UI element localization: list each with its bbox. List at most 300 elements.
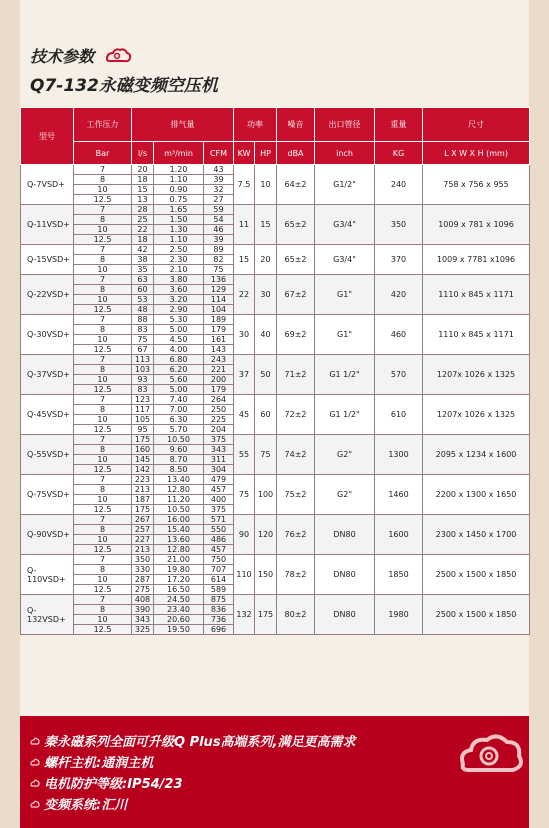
col-flow: 排气量 (132, 108, 234, 142)
cell-bar: 10 (74, 535, 132, 545)
cell-cfm: 54 (204, 215, 234, 225)
cell-model: Q-37VSD+ (21, 355, 74, 395)
cell-model: Q-22VSD+ (21, 275, 74, 315)
feature-text: 螺杆主机:通润主机 (44, 756, 154, 771)
cell-m3min: 17.20 (154, 575, 204, 585)
title-row (30, 44, 218, 67)
feature-list (30, 730, 356, 814)
cell-m3min: 10.50 (154, 435, 204, 445)
cell-m3min: 1.30 (154, 225, 204, 235)
cell-inch: DN80 (315, 515, 375, 555)
table-row (21, 275, 530, 285)
cell-dims: 2095 x 1234 x 1600 (423, 435, 530, 475)
cell-kw: 7.5 (234, 165, 255, 205)
cell-m3min: 2.10 (154, 265, 204, 275)
cell-m3min: 3.80 (154, 275, 204, 285)
cell-bar: 7 (74, 595, 132, 605)
col-noise: 噪音 (277, 108, 315, 142)
cell-bar: 7 (74, 165, 132, 175)
cell-bar: 10 (74, 335, 132, 345)
cell-dba: 67±2 (277, 275, 315, 315)
table-row (21, 475, 530, 485)
cell-m3min: 19.50 (154, 625, 204, 635)
cell-kg: 610 (375, 395, 423, 435)
cell-cfm: 143 (204, 345, 234, 355)
cell-ls: 83 (132, 385, 154, 395)
cell-hp: 100 (255, 475, 277, 515)
cell-bar: 8 (74, 405, 132, 415)
cell-bar: 7 (74, 475, 132, 485)
cell-model: Q-90VSD+ (21, 515, 74, 555)
cell-dba: 65±2 (277, 205, 315, 245)
cell-ls: 113 (132, 355, 154, 365)
cell-ls: 145 (132, 455, 154, 465)
cell-cfm: 179 (204, 385, 234, 395)
cell-m3min: 4.00 (154, 345, 204, 355)
cell-kg: 420 (375, 275, 423, 315)
cell-dba: 72±2 (277, 395, 315, 435)
cell-ls: 330 (132, 565, 154, 575)
cell-ls: 75 (132, 335, 154, 345)
cell-m3min: 1.10 (154, 235, 204, 245)
cell-ls: 267 (132, 515, 154, 525)
cell-m3min: 11.20 (154, 495, 204, 505)
cell-m3min: 16.00 (154, 515, 204, 525)
cell-kg: 570 (375, 355, 423, 395)
cell-kg: 1850 (375, 555, 423, 595)
cell-bar: 8 (74, 525, 132, 535)
cell-m3min: 16.50 (154, 585, 204, 595)
cell-ls: 63 (132, 275, 154, 285)
cell-ls: 343 (132, 615, 154, 625)
cell-hp: 150 (255, 555, 277, 595)
cell-ls: 390 (132, 605, 154, 615)
cell-bar: 8 (74, 605, 132, 615)
cell-hp: 40 (255, 315, 277, 355)
cell-m3min: 0.90 (154, 185, 204, 195)
table-header-row (21, 108, 530, 142)
cell-bar: 7 (74, 435, 132, 445)
cell-cfm: 179 (204, 325, 234, 335)
cell-bar: 7 (74, 515, 132, 525)
cell-cfm: 43 (204, 165, 234, 175)
cell-inch: G3/4" (315, 245, 375, 275)
cell-bar: 12.5 (74, 345, 132, 355)
table-row (21, 555, 530, 565)
cell-bar: 12.5 (74, 545, 132, 555)
cell-kw: 11 (234, 205, 255, 245)
cell-bar: 12.5 (74, 195, 132, 205)
feature-item (30, 751, 356, 772)
cell-ls: 213 (132, 485, 154, 495)
cloud-bullet-icon (30, 736, 40, 746)
cell-m3min: 7.00 (154, 405, 204, 415)
cell-ls: 117 (132, 405, 154, 415)
cell-m3min: 5.00 (154, 325, 204, 335)
cell-ls: 287 (132, 575, 154, 585)
cell-ls: 22 (132, 225, 154, 235)
cell-bar: 7 (74, 205, 132, 215)
spec-table (20, 107, 530, 635)
cell-kw: 90 (234, 515, 255, 555)
cell-m3min: 1.20 (154, 165, 204, 175)
cell-cfm: 46 (204, 225, 234, 235)
cell-m3min: 13.40 (154, 475, 204, 485)
cell-dba: 64±2 (277, 165, 315, 205)
cell-cfm: 571 (204, 515, 234, 525)
cell-cfm: 875 (204, 595, 234, 605)
cell-hp: 175 (255, 595, 277, 635)
cell-bar: 12.5 (74, 625, 132, 635)
cell-kw: 15 (234, 245, 255, 275)
cell-ls: 175 (132, 435, 154, 445)
cell-cfm: 27 (204, 195, 234, 205)
table-row (21, 435, 530, 445)
table-row (21, 515, 530, 525)
table-body (21, 165, 530, 635)
cell-inch: G2" (315, 475, 375, 515)
cell-hp: 20 (255, 245, 277, 275)
cell-m3min: 8.70 (154, 455, 204, 465)
cell-cfm: 243 (204, 355, 234, 365)
cell-cfm: 136 (204, 275, 234, 285)
cell-cfm: 39 (204, 235, 234, 245)
cell-cfm: 614 (204, 575, 234, 585)
cloud-icon (104, 47, 132, 65)
cell-ls: 20 (132, 165, 154, 175)
cell-ls: 257 (132, 525, 154, 535)
cell-hp: 30 (255, 275, 277, 315)
cell-cfm: 161 (204, 335, 234, 345)
unit-kg: KG (375, 142, 423, 165)
left-decor-strip (0, 0, 20, 828)
cell-model: Q-7VSD+ (21, 165, 74, 205)
cell-cfm: 486 (204, 535, 234, 545)
cell-cfm: 304 (204, 465, 234, 475)
cell-ls: 48 (132, 305, 154, 315)
cell-hp: 120 (255, 515, 277, 555)
cell-inch: DN80 (315, 555, 375, 595)
cell-inch: G1" (315, 315, 375, 355)
cell-bar: 10 (74, 185, 132, 195)
unit-ls: l/s (132, 142, 154, 165)
cell-m3min: 8.50 (154, 465, 204, 475)
cell-kg: 1300 (375, 435, 423, 475)
cell-dba: 78±2 (277, 555, 315, 595)
cell-dims: 1110 x 845 x 1171 (423, 315, 530, 355)
cell-dims: 758 x 756 x 955 (423, 165, 530, 205)
cell-m3min: 15.40 (154, 525, 204, 535)
table-unit-row (21, 142, 530, 165)
cell-bar: 10 (74, 415, 132, 425)
cell-bar: 7 (74, 245, 132, 255)
cell-m3min: 13.60 (154, 535, 204, 545)
unit-bar: Bar (74, 142, 132, 165)
cell-m3min: 2.30 (154, 255, 204, 265)
unit-inch: inch (315, 142, 375, 165)
cell-bar: 12.5 (74, 305, 132, 315)
cell-bar: 12.5 (74, 465, 132, 475)
cell-bar: 8 (74, 325, 132, 335)
cell-ls: 42 (132, 245, 154, 255)
cell-kg: 350 (375, 205, 423, 245)
cell-m3min: 1.65 (154, 205, 204, 215)
cell-bar: 8 (74, 365, 132, 375)
cell-kw: 110 (234, 555, 255, 595)
cell-kg: 460 (375, 315, 423, 355)
cell-m3min: 4.50 (154, 335, 204, 345)
feature-text: 变频系统:汇川 (44, 798, 128, 813)
table-row (21, 395, 530, 405)
table-row (21, 355, 530, 365)
cell-bar: 7 (74, 555, 132, 565)
cell-m3min: 21.00 (154, 555, 204, 565)
cell-bar: 10 (74, 615, 132, 625)
cell-dims: 2300 x 1450 x 1700 (423, 515, 530, 555)
cell-ls: 13 (132, 195, 154, 205)
col-size: 尺寸 (423, 108, 530, 142)
cell-inch: G1 1/2" (315, 395, 375, 435)
cell-ls: 15 (132, 185, 154, 195)
unit-dba: dBA (277, 142, 315, 165)
cell-cfm: 114 (204, 295, 234, 305)
cell-cfm: 200 (204, 375, 234, 385)
cell-dba: 76±2 (277, 515, 315, 555)
cell-kw: 30 (234, 315, 255, 355)
cell-cfm: 75 (204, 265, 234, 275)
page-header (30, 44, 218, 96)
cell-ls: 350 (132, 555, 154, 565)
cell-ls: 103 (132, 365, 154, 375)
cell-ls: 105 (132, 415, 154, 425)
cell-ls: 38 (132, 255, 154, 265)
cell-kw: 75 (234, 475, 255, 515)
cell-kg: 370 (375, 245, 423, 275)
cell-m3min: 0.75 (154, 195, 204, 205)
table-row (21, 165, 530, 175)
col-pressure: 工作压力 (74, 108, 132, 142)
cell-ls: 60 (132, 285, 154, 295)
cell-dims: 1110 x 845 x 1171 (423, 275, 530, 315)
table-row (21, 245, 530, 255)
col-weight: 重量 (375, 108, 423, 142)
cell-model: Q-30VSD+ (21, 315, 74, 355)
cell-m3min: 1.10 (154, 175, 204, 185)
unit-dims: L X W X H (mm) (423, 142, 530, 165)
cell-bar: 8 (74, 285, 132, 295)
cell-dba: 69±2 (277, 315, 315, 355)
cell-hp: 75 (255, 435, 277, 475)
unit-kw: KW (234, 142, 255, 165)
cell-bar: 7 (74, 315, 132, 325)
cell-cfm: 189 (204, 315, 234, 325)
cell-m3min: 3.20 (154, 295, 204, 305)
cell-cfm: 375 (204, 435, 234, 445)
cell-ls: 18 (132, 235, 154, 245)
cell-cfm: 225 (204, 415, 234, 425)
cell-ls: 160 (132, 445, 154, 455)
cell-inch: G1 1/2" (315, 355, 375, 395)
cell-m3min: 7.40 (154, 395, 204, 405)
unit-m3min: m³/min (154, 142, 204, 165)
cloud-bullet-icon (30, 799, 40, 809)
cell-cfm: 696 (204, 625, 234, 635)
cell-bar: 10 (74, 265, 132, 275)
col-outlet: 出口管径 (315, 108, 375, 142)
col-power: 功率 (234, 108, 277, 142)
cell-cfm: 550 (204, 525, 234, 535)
footer-banner (20, 716, 529, 828)
cell-hp: 50 (255, 355, 277, 395)
cell-ls: 83 (132, 325, 154, 335)
cell-dims: 1009 x 781 x 1096 (423, 205, 530, 245)
unit-hp: HP (255, 142, 277, 165)
cell-dims: 1207x 1026 x 1325 (423, 355, 530, 395)
cell-hp: 10 (255, 165, 277, 205)
cell-dims: 1009 x 7781 x1096 (423, 245, 530, 275)
cell-kg: 1600 (375, 515, 423, 555)
cell-cfm: 32 (204, 185, 234, 195)
cell-ls: 123 (132, 395, 154, 405)
cell-dba: 75±2 (277, 475, 315, 515)
cell-bar: 12.5 (74, 585, 132, 595)
cell-model: Q-45VSD+ (21, 395, 74, 435)
cell-bar: 12.5 (74, 385, 132, 395)
col-model: 型号 (21, 108, 74, 165)
right-decor-strip (529, 0, 549, 828)
cell-dba: 65±2 (277, 245, 315, 275)
cell-m3min: 12.80 (154, 545, 204, 555)
cell-m3min: 5.60 (154, 375, 204, 385)
cell-m3min: 10.50 (154, 505, 204, 515)
cell-dba: 71±2 (277, 355, 315, 395)
cell-cfm: 375 (204, 505, 234, 515)
cell-bar: 10 (74, 575, 132, 585)
feature-item (30, 793, 356, 814)
cell-cfm: 204 (204, 425, 234, 435)
cell-ls: 18 (132, 175, 154, 185)
cell-dims: 1207x 1026 x 1325 (423, 395, 530, 435)
cell-bar: 8 (74, 565, 132, 575)
cell-ls: 95 (132, 425, 154, 435)
cell-bar: 12.5 (74, 235, 132, 245)
cell-ls: 93 (132, 375, 154, 385)
cell-model: Q-15VSD+ (21, 245, 74, 275)
cell-m3min: 9.60 (154, 445, 204, 455)
cell-m3min: 2.50 (154, 245, 204, 255)
cell-cfm: 221 (204, 365, 234, 375)
cell-ls: 28 (132, 205, 154, 215)
cell-bar: 8 (74, 175, 132, 185)
cell-m3min: 2.90 (154, 305, 204, 315)
cell-bar: 7 (74, 275, 132, 285)
page-title: 技术参数 (30, 47, 95, 66)
cell-dba: 74±2 (277, 435, 315, 475)
cell-ls: 275 (132, 585, 154, 595)
cell-m3min: 20.60 (154, 615, 204, 625)
cell-kg: 240 (375, 165, 423, 205)
cell-cfm: 457 (204, 485, 234, 495)
cell-ls: 67 (132, 345, 154, 355)
cell-cfm: 400 (204, 495, 234, 505)
cell-bar: 10 (74, 225, 132, 235)
cell-kg: 1980 (375, 595, 423, 635)
cell-m3min: 3.60 (154, 285, 204, 295)
cell-kw: 132 (234, 595, 255, 635)
cell-bar: 8 (74, 445, 132, 455)
cell-cfm: 104 (204, 305, 234, 315)
cell-m3min: 23.40 (154, 605, 204, 615)
cell-ls: 187 (132, 495, 154, 505)
cell-cfm: 129 (204, 285, 234, 295)
cell-cfm: 264 (204, 395, 234, 405)
cell-bar: 8 (74, 485, 132, 495)
cell-m3min: 12.80 (154, 485, 204, 495)
cell-m3min: 5.70 (154, 425, 204, 435)
cell-ls: 25 (132, 215, 154, 225)
cell-cfm: 836 (204, 605, 234, 615)
cell-model: Q-132VSD+ (21, 595, 74, 635)
cell-bar: 12.5 (74, 505, 132, 515)
feature-text: 秦永磁系列全面可升级Q Plus高端系列,满足更高需求 (44, 735, 356, 750)
cell-m3min: 24.50 (154, 595, 204, 605)
cell-dims: 2500 x 1500 x 1850 (423, 595, 530, 635)
cell-kw: 45 (234, 395, 255, 435)
cell-m3min: 1.50 (154, 215, 204, 225)
cell-ls: 142 (132, 465, 154, 475)
cell-inch: G2" (315, 435, 375, 475)
cell-cfm: 736 (204, 615, 234, 625)
cell-kw: 37 (234, 355, 255, 395)
page-subtitle: Q7-132永磁变频空压机 (30, 76, 218, 96)
table-row (21, 595, 530, 605)
cell-cfm: 707 (204, 565, 234, 575)
cell-dims: 2500 x 1500 x 1850 (423, 555, 530, 595)
cell-inch: G1" (315, 275, 375, 315)
cell-m3min: 5.30 (154, 315, 204, 325)
cell-ls: 88 (132, 315, 154, 325)
cell-ls: 227 (132, 535, 154, 545)
cell-cfm: 589 (204, 585, 234, 595)
cell-ls: 35 (132, 265, 154, 275)
cell-cfm: 82 (204, 255, 234, 265)
cell-cfm: 250 (204, 405, 234, 415)
table-row (21, 205, 530, 215)
cell-bar: 10 (74, 455, 132, 465)
cell-inch: G1/2" (315, 165, 375, 205)
cell-ls: 213 (132, 545, 154, 555)
cell-bar: 12.5 (74, 425, 132, 435)
cell-dba: 80±2 (277, 595, 315, 635)
cell-ls: 175 (132, 505, 154, 515)
auspicious-cloud-icon (455, 730, 525, 780)
cell-ls: 325 (132, 625, 154, 635)
cell-m3min: 6.20 (154, 365, 204, 375)
cell-m3min: 6.80 (154, 355, 204, 365)
cell-model: Q-75VSD+ (21, 475, 74, 515)
cell-cfm: 457 (204, 545, 234, 555)
cell-bar: 10 (74, 295, 132, 305)
cell-inch: G3/4" (315, 205, 375, 245)
cell-m3min: 19.80 (154, 565, 204, 575)
cell-bar: 8 (74, 255, 132, 265)
cell-kg: 1460 (375, 475, 423, 515)
cell-dims: 2200 x 1300 x 1650 (423, 475, 530, 515)
cell-bar: 7 (74, 355, 132, 365)
cell-bar: 7 (74, 395, 132, 405)
cell-cfm: 39 (204, 175, 234, 185)
cell-kw: 55 (234, 435, 255, 475)
